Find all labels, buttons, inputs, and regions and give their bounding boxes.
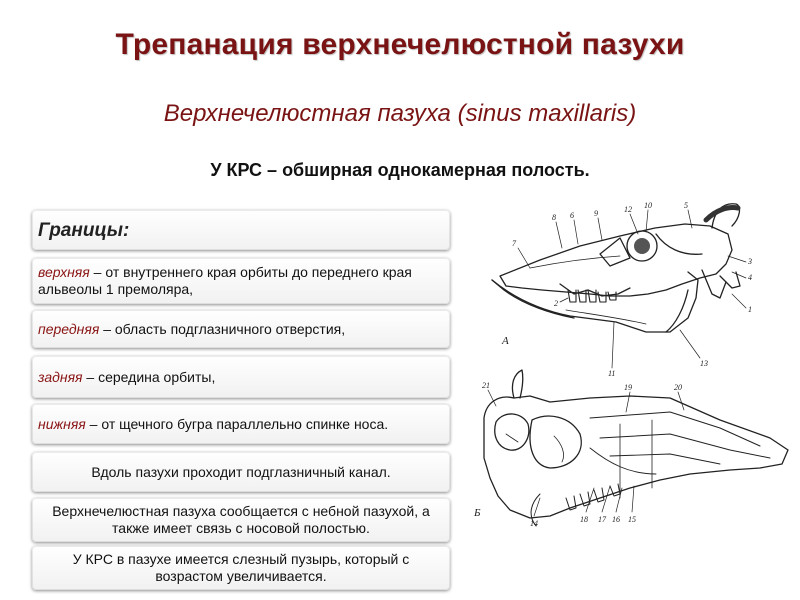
border-term: нижняя (38, 415, 86, 432)
border-term: передняя (38, 320, 100, 337)
note-box (32, 452, 450, 492)
figure-number-label: 8 (552, 213, 556, 222)
figure-number-label: 19 (624, 383, 632, 392)
note-text: Верхнечелюстная пазуха сообщается с небной пазухой, а также имеет связь с носовой полостью. (52, 503, 430, 536)
note-text: Вдоль пазухи проходит подглазничный канал. (91, 463, 391, 480)
figure-number-label: 20 (674, 383, 682, 392)
figure-number-label: 16 (612, 515, 620, 524)
figure-number-label: 2 (554, 299, 558, 308)
figure-number-label: 15 (628, 515, 636, 524)
lead-text: У КРС – обширная однокамерная полость. (210, 160, 590, 180)
figure-number-label: 6 (570, 211, 574, 220)
page-subtitle: Верхнечелюстная пазуха (sinus maxillaris) (163, 100, 637, 127)
border-term: задняя (38, 368, 83, 385)
skull-illustration (470, 198, 795, 543)
border-description: – область подглазничного отверстия, (99, 320, 346, 337)
figure-number-label: 10 (644, 201, 652, 210)
figure-number-label: 7 (512, 239, 516, 248)
border-item-text (38, 416, 388, 433)
figure-number-label: 9 (594, 209, 598, 218)
border-description: – от щечного бугра параллельно спинке носа. (85, 415, 389, 432)
border-item-lower (32, 404, 450, 444)
skull-figure-b (484, 370, 788, 526)
borders-header: Границы: (38, 219, 130, 241)
note-text: У КРС в пазухе имеется слезный пузырь, который с возрастом увеличивается. (72, 551, 410, 584)
border-term: верхняя (38, 264, 90, 280)
figure-number-label: 4 (748, 273, 752, 282)
figure-number-label: 5 (684, 201, 688, 210)
note-box (32, 498, 450, 542)
page-title: Трепанация верхнечелюстной пазухи (115, 28, 685, 61)
figure-number-label: 3 (748, 257, 752, 266)
figure-number-label: 1 (748, 305, 752, 314)
border-item-front (32, 310, 450, 348)
skull-figure-a (492, 204, 740, 332)
figure-number-label: 18 (580, 515, 588, 524)
border-item-text (38, 264, 444, 298)
figure-number-label: 13 (700, 359, 708, 368)
border-item-text (38, 369, 215, 386)
figure-number-label: 14 (530, 519, 538, 528)
figure-number-label: 21 (482, 381, 490, 390)
border-item-upper (32, 258, 450, 304)
figure-number-label: 11 (608, 369, 616, 378)
borders-header-box (32, 210, 450, 250)
figure-label-a: А (502, 335, 509, 347)
figure-number-label: 17 (598, 515, 606, 524)
note-box (32, 546, 450, 590)
border-item-back (32, 356, 450, 398)
figure-label-b: Б (474, 507, 481, 519)
border-item-text (38, 321, 345, 338)
figure-number-label: 12 (624, 205, 632, 214)
border-description: – середина орбиты, (82, 368, 216, 385)
border-description: – от внутреннего края орбиты до переднего края альвеолы 1 премоляра, (38, 264, 412, 297)
